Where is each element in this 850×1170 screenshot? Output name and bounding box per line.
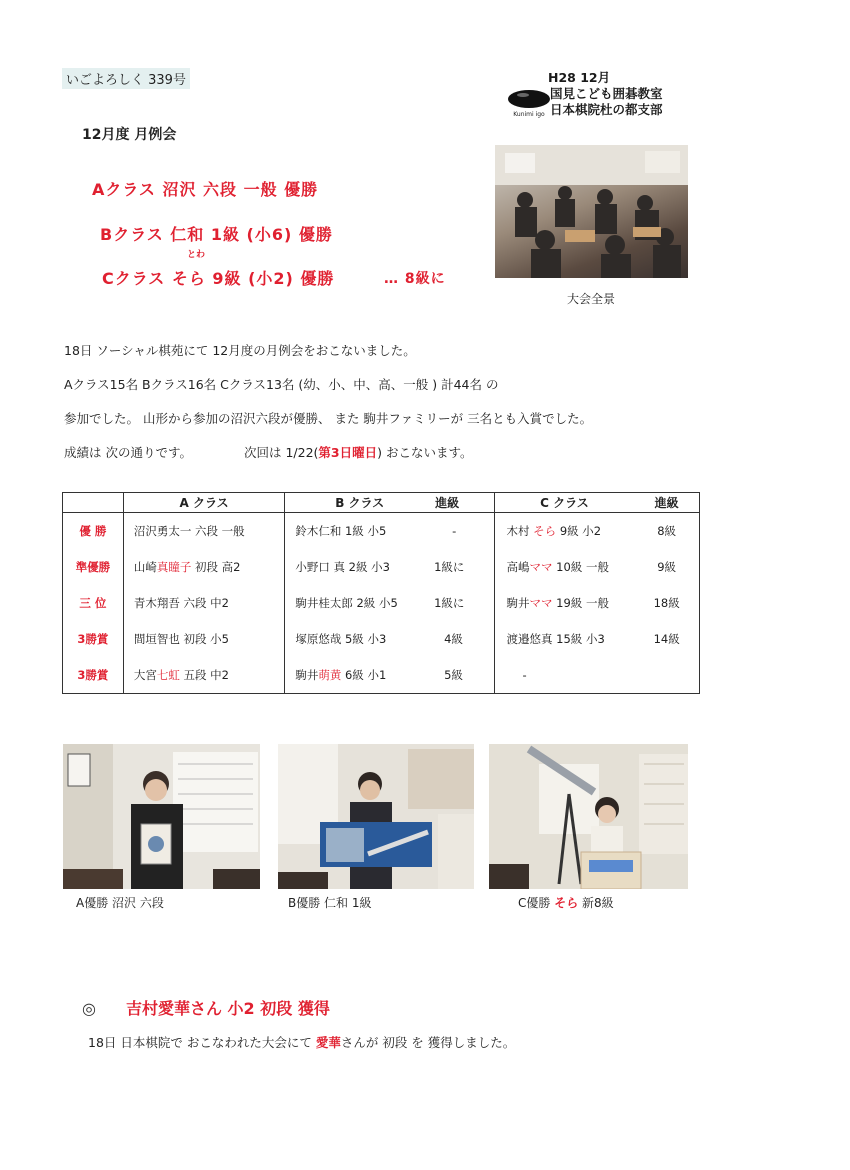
meeting-title: 12月度 月例会 — [82, 127, 177, 143]
c-promo-cell: 18級 — [653, 596, 680, 610]
table-row — [63, 513, 700, 550]
b-promo-cell: 4級 — [444, 632, 463, 646]
c-cell: - — [494, 657, 634, 694]
header-b-promo: 進級 — [434, 493, 494, 513]
photo-b-caption: B優勝 仁和 1級 — [288, 896, 372, 910]
bottom-headline-text: 吉村愛華さん 小2 初段 獲得 — [125, 999, 330, 1018]
a-cell: 大宮七虹 五段 中2 — [123, 657, 284, 694]
c-cell: 渡邉悠真 15級 小3 — [494, 621, 634, 657]
winner-a: Aクラス 沼沢 六段 一般 優勝 — [92, 180, 319, 199]
table-row — [63, 585, 700, 621]
header-b-class: B クラス — [285, 493, 434, 513]
b-cell: 塚原悠哉 5級 小3 — [285, 621, 434, 657]
c-promo-cell: 8級 — [657, 524, 677, 538]
a-cell: 間垣智也 初段 小5 — [123, 621, 284, 657]
rank-cell: 3勝賞 — [77, 632, 109, 646]
c-promo-cell: 9級 — [657, 560, 677, 574]
winner-c-ruby: とわ — [187, 250, 206, 260]
header-date: H28 12月 — [548, 70, 611, 85]
club-header — [548, 70, 663, 118]
b-cell: 駒井萌黄 6級 小1 — [285, 657, 434, 694]
a-cell: 沼沢勇太一 六段 一般 — [123, 513, 284, 550]
rank-cell: 準優勝 — [75, 560, 111, 574]
table-row — [63, 657, 700, 694]
winner-c-note: … 8級に — [384, 271, 446, 287]
c-cell: 木村 そら 9級 小2 — [494, 513, 634, 550]
header-c-class: C クラス — [494, 493, 634, 513]
table-row — [63, 549, 700, 585]
a-cell: 山崎真瞳子 初段 高2 — [123, 549, 284, 585]
tournament-overview-photo — [495, 145, 688, 278]
rank-cell: 3勝賞 — [77, 668, 109, 682]
b-promo-cell: 1級に — [434, 560, 465, 574]
paragraph-line-2: Aクラス15名 Bクラス16名 Cクラス13名 (幼、小、中、高、一般 ) 計44名 の — [64, 377, 499, 392]
header-club-name: 国見こども囲碁教室 — [550, 86, 663, 101]
rank-cell: 優 勝 — [79, 524, 107, 538]
main-photo-caption: 大会全景 — [567, 292, 616, 306]
table-row — [63, 621, 700, 657]
b-cell: 鈴木仁和 1級 小5 — [285, 513, 434, 550]
a-cell: 青木翔吾 六段 中2 — [123, 585, 284, 621]
photo-b-winner — [278, 744, 474, 889]
bottom-text: 18日 日本棋院で おこなわれた大会にて 愛華さんが 初段 を 獲得しました。 — [88, 1035, 516, 1050]
b-promo-cell: 5級 — [444, 668, 463, 682]
photo-c-caption: C優勝 そら 新8級 — [518, 896, 614, 910]
c-cell: 高嶋ママ 10級 一般 — [494, 549, 634, 585]
issue-number: いごよろしく 339号 — [62, 68, 190, 89]
photo-a-winner — [63, 744, 260, 889]
next-meeting-suffix: ) おこないます。 — [377, 445, 473, 460]
results-table — [62, 492, 700, 694]
header-c-promo: 進級 — [634, 493, 699, 513]
header-branch-name: 日本棋院杜の都支部 — [550, 102, 663, 117]
c-promo-cell — [634, 657, 699, 694]
table-header-row — [63, 493, 700, 513]
double-circle-icon: ◎ — [82, 999, 96, 1018]
winner-b: Bクラス 仁和 1級 (小6) 優勝 — [100, 225, 333, 244]
winner-c: Cクラス そら 9級 (小2) 優勝 — [102, 269, 335, 288]
header-a-class: A クラス — [123, 493, 284, 513]
next-meeting-day: 第3日曜日 — [318, 445, 378, 460]
paragraph-line-3: 参加でした。 山形から参加の沼沢六段が優勝、 また 駒井ファミリーが 三名とも入賞でした。 — [64, 411, 593, 426]
rank-cell: 三 位 — [79, 596, 107, 610]
photo-a-caption: A優勝 沼沢 六段 — [76, 896, 164, 910]
b-cell: 駒井桂太郎 2級 小5 — [285, 585, 434, 621]
logo-text: Kunimi igo — [513, 111, 545, 118]
photo-c-winner — [489, 744, 688, 889]
results-intro — [64, 443, 472, 461]
c-cell: 駒井ママ 19級 一般 — [494, 585, 634, 621]
next-meeting: 次回は 1/22( — [243, 445, 319, 460]
b-promo-cell: - — [452, 524, 457, 538]
results-prefix: 成績は 次の通りです。 — [64, 445, 192, 460]
c-promo-cell: 14級 — [653, 632, 680, 646]
b-cell: 小野口 真 2級 小3 — [285, 549, 434, 585]
b-promo-cell: 1級に — [434, 596, 465, 610]
paragraph-line-1: 18日 ソーシャル棋苑にて 12月度の月例会をおこないました。 — [64, 343, 416, 358]
bottom-headline — [82, 996, 330, 1019]
go-stone-logo — [505, 88, 553, 118]
